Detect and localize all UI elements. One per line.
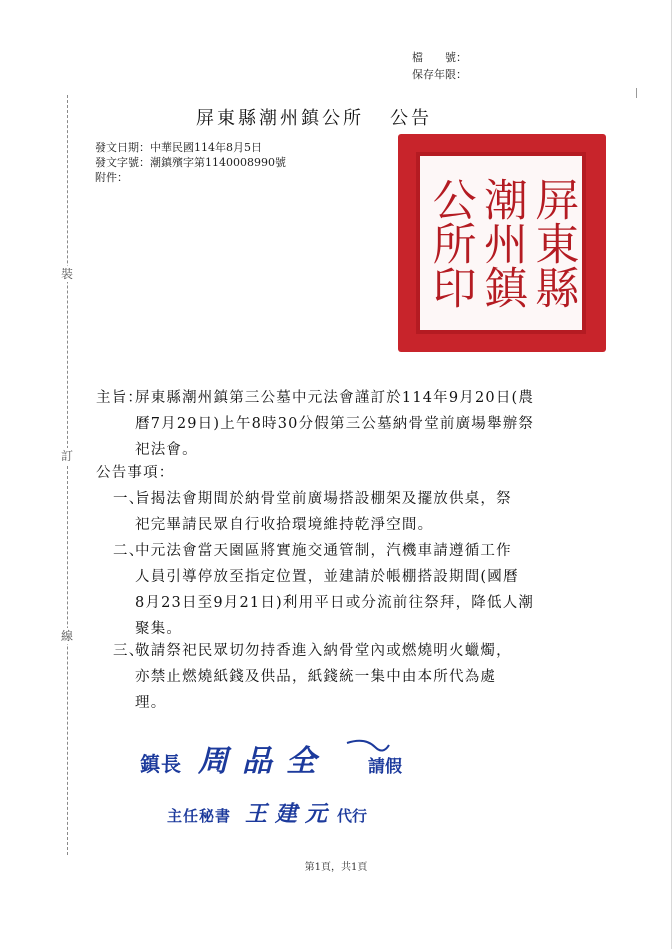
- notice-item-line: 聚集。: [135, 621, 183, 637]
- notice-label: 公告事項：: [96, 465, 175, 481]
- subject-line: 祀法會。: [135, 442, 198, 458]
- binding-char-staple: 訂: [60, 449, 73, 463]
- send-info: [95, 140, 286, 185]
- mayor-name: 周品全: [198, 744, 330, 779]
- agency-name: 屏東縣潮州鎮公所: [196, 108, 364, 129]
- mayor-role: 鎮長: [140, 752, 182, 776]
- notice-item-line: 亦禁止燃燒紙錢及供品，紙錢統一集中由本所代為處: [135, 669, 497, 685]
- mayor-signature: [140, 736, 330, 780]
- send-date-label: 發文日期：: [95, 141, 150, 154]
- page-number: 第1頁，共1頁: [304, 862, 368, 873]
- notice-item-line: 8月23日至9月21日)利用平日或分流前往祭拜，降低人潮: [135, 595, 535, 611]
- secretary-role: 主任秘書: [167, 807, 232, 825]
- seal-column: 潮州鎮: [475, 177, 527, 309]
- seal-inner-frame: [416, 152, 586, 334]
- send-number-label: 發文字號：: [95, 156, 150, 169]
- notice-item-line: 敬請祭祀民眾切勿持香進入納骨堂內或燃燒明火蠟燭，: [135, 643, 512, 659]
- seal-column: 公所印: [424, 177, 476, 309]
- notice-item: [135, 486, 575, 538]
- notice-item: [135, 538, 575, 642]
- acting-note: 代行: [337, 807, 368, 825]
- secretary-name: 王建元: [245, 801, 336, 827]
- notice-item: [135, 638, 575, 716]
- subject-line: 曆7月29日)上午8時30分假第三公墓納骨堂前廣場舉辦祭: [135, 416, 535, 432]
- notice-item-number: 一、: [113, 491, 145, 507]
- secretary-signature: [167, 797, 367, 828]
- notice-item-line: 中元法會當天園區將實施交通管制，汽機車請遵循工作: [135, 543, 512, 559]
- document-title: [196, 104, 432, 130]
- binding-char-line: 線: [60, 629, 73, 643]
- notice-item-number: 三、: [113, 643, 145, 659]
- attachment-label: 附件：: [95, 171, 128, 184]
- notice-item-line: 祀完畢請民眾自行收拾環境維持乾淨空間。: [135, 517, 434, 533]
- leave-note: 請假: [368, 757, 402, 777]
- official-seal: [398, 134, 606, 352]
- retention-period-label: 保存年限：: [412, 68, 467, 81]
- subject-text: [135, 385, 575, 463]
- file-number-label: 檔 號：: [412, 51, 467, 64]
- subject-label: 主旨：: [96, 390, 144, 406]
- seal-text: [420, 156, 582, 330]
- notice-item-number: 二、: [113, 543, 145, 559]
- binding-char-bind: 裝: [60, 267, 73, 281]
- notice-item-line: 旨揭法會期間於納骨堂前廣場搭設棚架及擺放供桌，祭: [135, 491, 512, 507]
- binding-line: [67, 95, 68, 855]
- send-date-value: 中華民國114年8月5日: [150, 141, 262, 154]
- notice-item-line: 理。: [135, 695, 167, 711]
- subject-line: 屏東縣潮州鎮第三公墓中元法會謹訂於114年9月20日(農: [135, 390, 535, 406]
- document-type: 公告: [390, 108, 432, 129]
- send-number-value: 潮鎮殯字第1140008990號: [150, 156, 286, 169]
- seal-column: 屏東縣: [527, 177, 579, 309]
- notice-item-line: 人員引導停放至指定位置，並建請於帳棚搭設期間(國曆: [135, 569, 519, 585]
- scan-mark: [636, 88, 637, 98]
